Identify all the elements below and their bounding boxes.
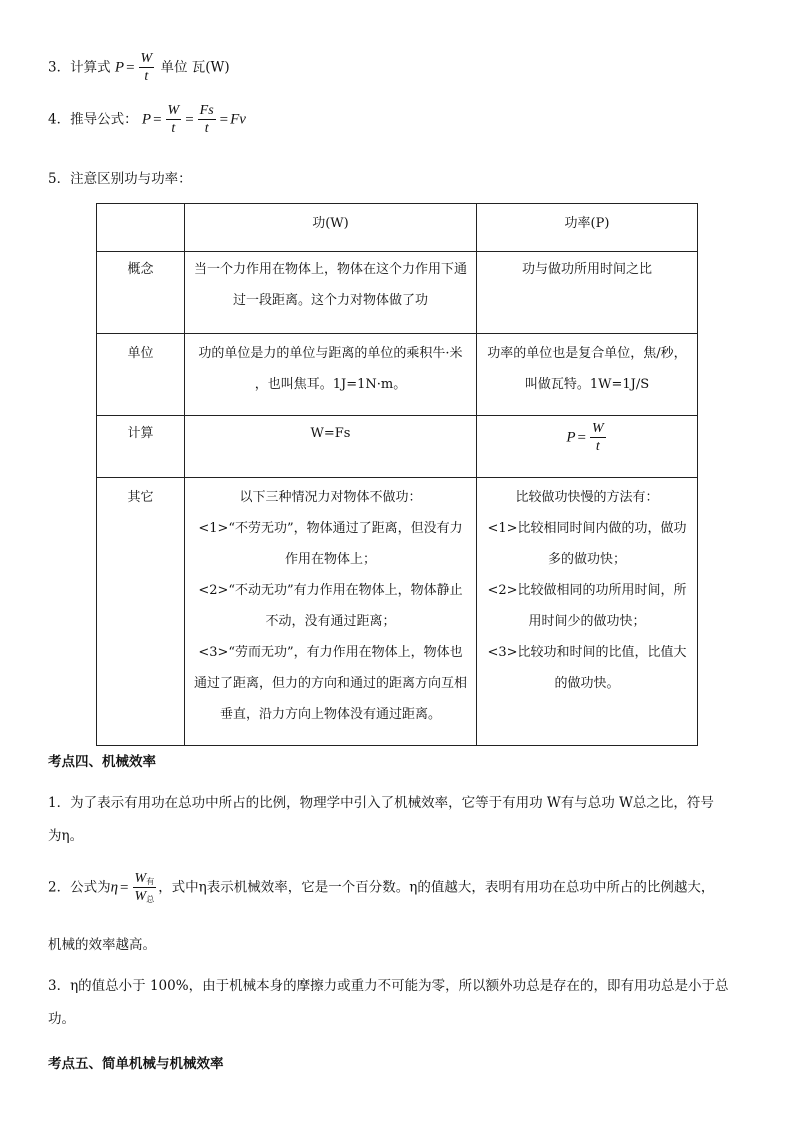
item-3-prefix: 3．计算式 bbox=[48, 59, 111, 76]
table-cell bbox=[477, 334, 698, 416]
table-header-cell bbox=[97, 204, 185, 252]
formula-fraction bbox=[590, 422, 606, 454]
cell-line: 作用在物体上； bbox=[284, 552, 376, 567]
table-cell bbox=[477, 478, 698, 746]
cell-line: 当一个力作用在物体上，物体在这个力作用下通 bbox=[193, 262, 467, 277]
cell-line: <3>“劳而无功”，有力作用在物体上，物体也 bbox=[198, 645, 463, 660]
formula-eq: = bbox=[120, 879, 129, 896]
section-5-heading: 考点五、简单机械与机械效率 bbox=[48, 1056, 224, 1072]
para-line: 功。 bbox=[48, 1011, 75, 1027]
denominator-subscript: 总 bbox=[146, 895, 155, 904]
cell-line: <1>“不劳无功”，物体通过了距离，但没有力 bbox=[198, 521, 463, 536]
table-row bbox=[97, 334, 698, 416]
section-4-para-2-line-2: 机械的效率越高。 bbox=[48, 937, 156, 953]
cell-line: 叫做瓦特。1W=1J/S bbox=[524, 377, 650, 392]
cell-line: <1>比较相同时间内做的功，做功 bbox=[487, 521, 687, 536]
table-cell bbox=[477, 416, 698, 478]
formula-fraction bbox=[198, 104, 216, 136]
formula-eq: = bbox=[126, 59, 135, 76]
cell-line: 不动，没有通过距离； bbox=[265, 614, 396, 629]
cell-line: 以下三种情况力对物体不做功： bbox=[239, 490, 422, 505]
table-cell bbox=[185, 334, 477, 416]
fraction-denominator: t bbox=[144, 69, 149, 84]
cell-line: 垂直，沿力方向上物体没有通过距离。 bbox=[219, 707, 441, 722]
para-line: 1．为了表示有用功在总功中所占的比例，物理学中引入了机械效率，它等于有用功 W有与总功 W总之比，符号 bbox=[48, 795, 714, 811]
table-row bbox=[97, 478, 698, 746]
cell-line: 过一段距离。这个力对物体做了功 bbox=[232, 293, 428, 308]
formula-rhs: Fv bbox=[230, 111, 246, 128]
numerator-symbol: W bbox=[134, 871, 147, 886]
formula-lhs: P bbox=[566, 429, 576, 446]
para-line: 为η。 bbox=[48, 828, 84, 844]
fraction-numerator: W bbox=[167, 103, 180, 118]
section-4-para-2 bbox=[48, 872, 714, 904]
formula-fraction bbox=[139, 52, 155, 84]
para-line: 3．η的值总小于 100%，由于机械本身的摩擦力或重力不可能为零，所以额外功总是存在的，即有用功总是小于总 bbox=[48, 978, 729, 994]
cell-line: ，也叫焦耳。1J=1N·m。 bbox=[254, 377, 407, 392]
cell-line: 用时间少的做功快； bbox=[528, 614, 646, 629]
cell-line: 通过了距离，但力的方向和通过的距离方向互相 bbox=[193, 676, 467, 691]
formula-lhs: P bbox=[114, 59, 125, 76]
cell-line: 的做功快。 bbox=[554, 676, 620, 691]
section-4-para-3 bbox=[48, 970, 748, 1036]
cell-line: 多的做功快； bbox=[547, 552, 626, 567]
fraction-denominator: t bbox=[204, 121, 209, 136]
formula-lhs: η bbox=[110, 879, 119, 896]
fraction-numerator: W bbox=[140, 51, 153, 66]
table-cell bbox=[185, 252, 477, 334]
work-power-table bbox=[96, 203, 698, 746]
row-label: 概念 bbox=[97, 252, 185, 334]
fraction-numerator bbox=[133, 872, 157, 888]
table-cell bbox=[477, 252, 698, 334]
formula-lhs: P bbox=[141, 111, 152, 128]
fraction-denominator bbox=[133, 888, 157, 904]
section-4-heading: 考点四、机械效率 bbox=[48, 754, 156, 770]
para-prefix: 2．公式为 bbox=[48, 879, 111, 896]
cell-line: <3>比较功和时间的比值，比值大 bbox=[487, 645, 687, 660]
formula-eq: = bbox=[219, 111, 229, 128]
fraction-denominator: t bbox=[595, 439, 600, 454]
table-row bbox=[97, 252, 698, 334]
efficiency-fraction bbox=[133, 872, 157, 904]
cell-line: <2>比较做相同的功所用时间，所 bbox=[487, 583, 687, 598]
numerator-subscript: 有 bbox=[146, 877, 155, 886]
table-row bbox=[97, 416, 698, 478]
denominator-symbol: W bbox=[134, 889, 147, 904]
item-4-prefix: 4．推导公式： bbox=[48, 111, 138, 128]
cell-line: W=Fs bbox=[310, 426, 351, 441]
table-cell bbox=[185, 416, 477, 478]
formula-eq: = bbox=[577, 429, 586, 446]
row-label: 单位 bbox=[97, 334, 185, 416]
row-label: 其它 bbox=[97, 478, 185, 746]
fraction-numerator: W bbox=[591, 421, 604, 436]
item-4-formula bbox=[48, 104, 246, 136]
cell-line: 功的单位是力的单位与距离的单位的乘积牛·米 bbox=[198, 346, 463, 361]
cell-line: 功与做功所用时间之比 bbox=[521, 262, 652, 277]
table-header-cell: 功率(P) bbox=[477, 204, 698, 252]
cell-line: 功率的单位也是复合单位，焦/秒， bbox=[487, 346, 687, 361]
item-3-suffix: 单位 瓦(W) bbox=[160, 59, 230, 76]
cell-line: <2>“不动无功”有力作用在物体上，物体静止 bbox=[198, 583, 463, 598]
item-3-formula bbox=[48, 52, 230, 84]
section-4-para-1 bbox=[48, 787, 748, 853]
table-header-row bbox=[97, 204, 698, 252]
fraction-numerator: Fs bbox=[199, 103, 214, 118]
cell-line: 比较做功快慢的方法有： bbox=[515, 490, 659, 505]
table-cell bbox=[185, 478, 477, 746]
table-header-cell: 功(W) bbox=[185, 204, 477, 252]
row-label: 计算 bbox=[97, 416, 185, 478]
formula-fraction bbox=[166, 104, 182, 136]
item-5-text: 5．注意区别功与功率： bbox=[48, 171, 192, 187]
formula-eq: = bbox=[185, 111, 194, 128]
formula-eq: = bbox=[153, 111, 162, 128]
para-suffix: ，式中η表示机械效率，它是一个百分数。η的值越大，表明有用功在总功中所占的比例越大， bbox=[158, 879, 715, 896]
fraction-denominator: t bbox=[171, 121, 176, 136]
